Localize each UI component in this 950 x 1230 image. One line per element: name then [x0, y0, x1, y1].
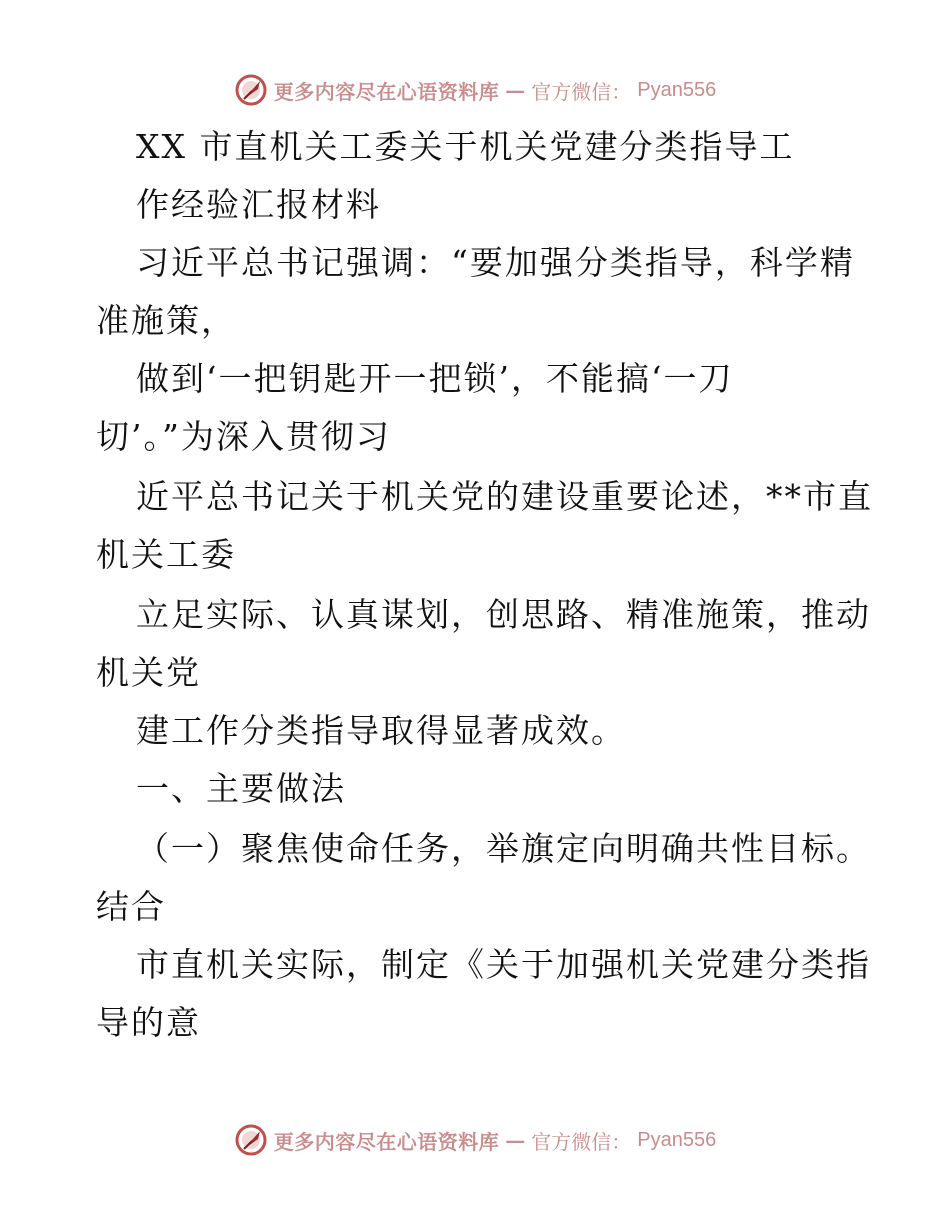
paragraph-line: 机关工委: [96, 535, 236, 574]
paragraph-line: 市直机关实际，制定《关于加强机关党建分类指: [136, 945, 871, 984]
header-watermark: [0, 70, 950, 110]
paragraph-line: 机关党: [96, 653, 201, 692]
paragraph-line: 建工作分类指导取得显著成效。: [136, 711, 626, 750]
document-title-line-1: XX 市直机关工委关于机关党建分类指导工: [136, 127, 795, 166]
paragraph-line: 近平总书记关于机关党的建设重要论述，**市直: [136, 477, 873, 516]
document-title-line-2: 作经验汇报材料: [136, 185, 381, 224]
watermark-wechat-id: Pyan556: [637, 1128, 717, 1151]
watermark-wechat-label: 官方微信：: [531, 1129, 632, 1154]
paragraph-line: 准施策，: [96, 301, 236, 340]
subsection-heading: （一）聚焦使命任务，举旗定向明确共性目标。: [136, 829, 871, 868]
quill-pen-circle-icon: [234, 73, 268, 107]
paragraph-line: 导的意: [96, 1003, 201, 1042]
watermark-wechat-id: Pyan556: [637, 78, 717, 101]
watermark-main-text: 更多内容尽在心语资料库: [273, 1129, 500, 1154]
watermark-separator: —: [505, 1128, 526, 1152]
footer-watermark: [0, 1120, 950, 1160]
paragraph-line: 习近平总书记强调：“要加强分类指导，科学精: [136, 243, 855, 282]
quill-pen-circle-icon: [234, 1123, 268, 1157]
watermark-main-text: 更多内容尽在心语资料库: [273, 79, 500, 104]
paragraph-line: 结合: [96, 887, 166, 926]
section-heading: 一、主要做法: [136, 769, 346, 808]
paragraph-line: 做到‘一把钥匙开一把锁’，不能搞‘一刀: [136, 359, 734, 398]
paragraph-line: 切’。”为深入贯彻习: [96, 417, 391, 456]
watermark-wechat-label: 官方微信：: [531, 79, 632, 104]
paragraph-line: 立足实际、认真谋划，创思路、精准施策，推动: [136, 595, 871, 634]
watermark-separator: —: [505, 78, 526, 102]
